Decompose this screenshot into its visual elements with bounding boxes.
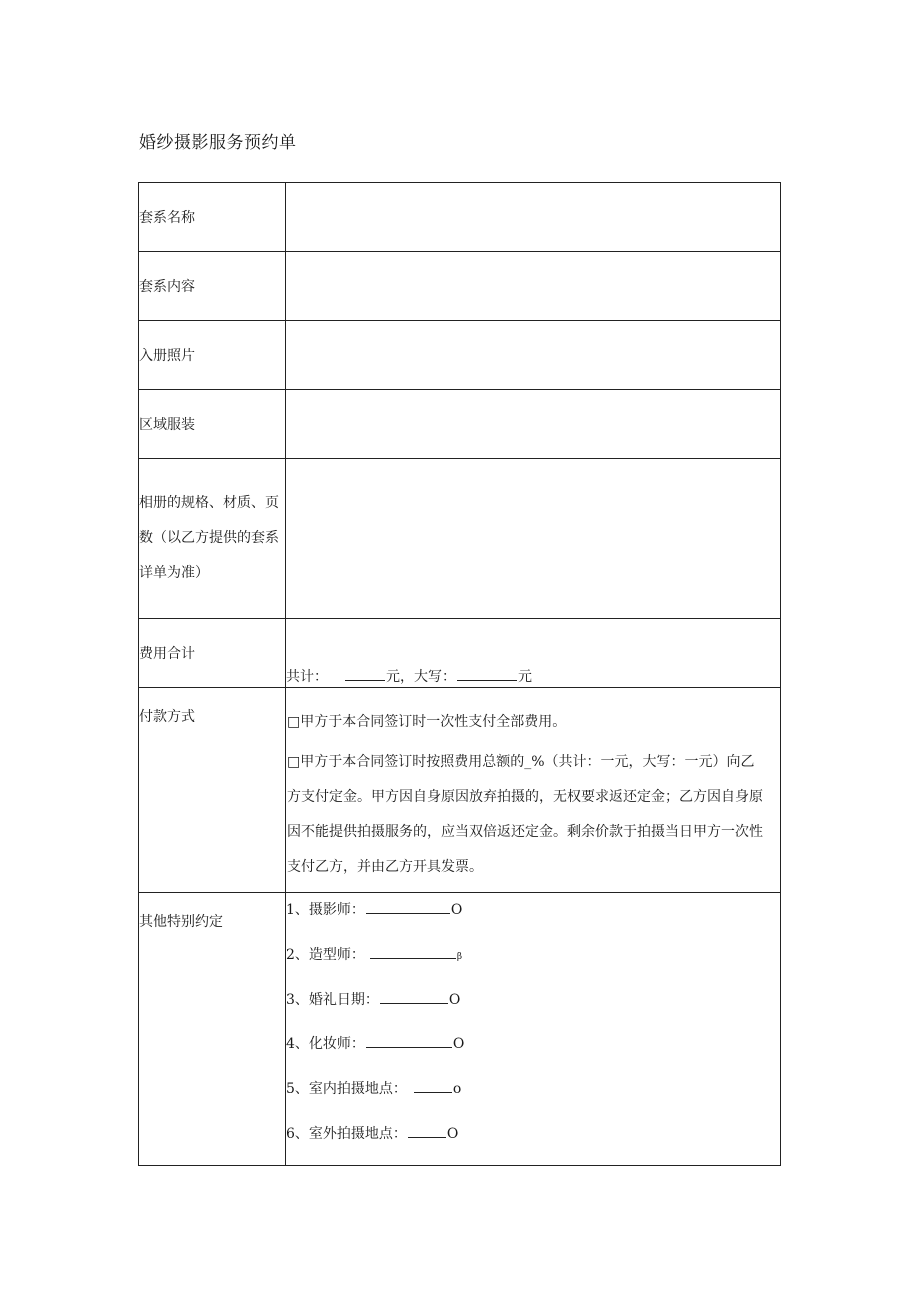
label-album-photos: 入册照片 [139,348,195,364]
row-fee-total [139,619,781,688]
row-area-costume [139,390,781,459]
other-term-item [286,1033,464,1053]
other-term-item [286,1123,458,1143]
fee-capital-blank[interactable] [457,668,517,681]
other-term-end-mark: o [452,1081,462,1097]
other-term-blank[interactable] [370,946,456,959]
other-term-end-mark: β [456,952,463,962]
page-title: 婚纱摄影服务预约单 [139,133,297,153]
other-term-item [286,899,462,919]
field-package-name[interactable] [286,183,781,252]
row-package-content [139,252,781,321]
payment-option-deposit[interactable]: □甲方于本合同签订时按照费用总额的_%（共计：一元，大写：一元）向乙方支付定金。甲方因自身原因放弃拍摄的，无权要求返还定金；乙方因自身原因不能提供拍摄服务的，应当双倍返还定金。剩余价款于拍摄当日甲方一次性支付乙方，并由乙方开具发票。 [287,754,763,875]
row-payment-method [139,688,781,893]
other-term-end-mark: O [450,902,463,918]
other-term-item [286,1078,461,1098]
row-package-name [139,183,781,252]
other-term-label: 6、室外拍摄地点： [286,1126,407,1142]
other-term-blank[interactable] [408,1125,446,1138]
label-package-content: 套系内容 [139,279,195,295]
label-album-spec: 相册的规格、材质、页数（以乙方提供的套系详单为准） [139,495,279,581]
label-payment-method: 付款方式 [139,709,195,725]
fee-yuan-capital: 元，大写： [386,669,456,685]
field-area-costume[interactable] [286,390,781,459]
row-other-terms [139,893,781,1166]
other-term-item [286,944,462,964]
fee-yuan-end: 元 [518,669,532,685]
other-term-blank[interactable] [414,1080,452,1093]
other-term-end-mark: O [448,992,461,1008]
row-album-spec [139,459,781,619]
other-term-label: 1、摄影师： [286,902,365,918]
other-term-blank[interactable] [366,901,450,914]
field-album-photos[interactable] [286,321,781,390]
other-term-item [286,989,460,1009]
booking-form-table [138,182,781,1166]
other-term-end-mark: O [446,1126,459,1142]
other-term-label: 5、室内拍摄地点： [286,1081,407,1097]
other-term-blank[interactable] [380,991,448,1004]
fee-amount-blank[interactable] [345,668,385,681]
field-package-content[interactable] [286,252,781,321]
fee-total-line [286,666,532,686]
fee-total-prefix: 共计： [286,669,328,685]
other-term-label: 4、化妆师： [286,1036,365,1052]
label-fee-total: 费用合计 [139,646,195,662]
label-area-costume: 区域服装 [139,417,195,433]
label-package-name: 套系名称 [139,210,195,226]
label-other-terms: 其他特别约定 [139,914,223,930]
payment-option-full[interactable]: □甲方于本合同签订时一次性支付全部费用。 [287,714,567,730]
other-term-label: 3、婚礼日期： [286,992,379,1008]
other-terms-list [286,893,780,1165]
other-term-end-mark: O [452,1036,465,1052]
other-term-blank[interactable] [366,1035,452,1048]
row-album-photos [139,321,781,390]
other-term-label: 2、造型师： [286,947,365,963]
field-album-spec[interactable] [286,459,781,619]
